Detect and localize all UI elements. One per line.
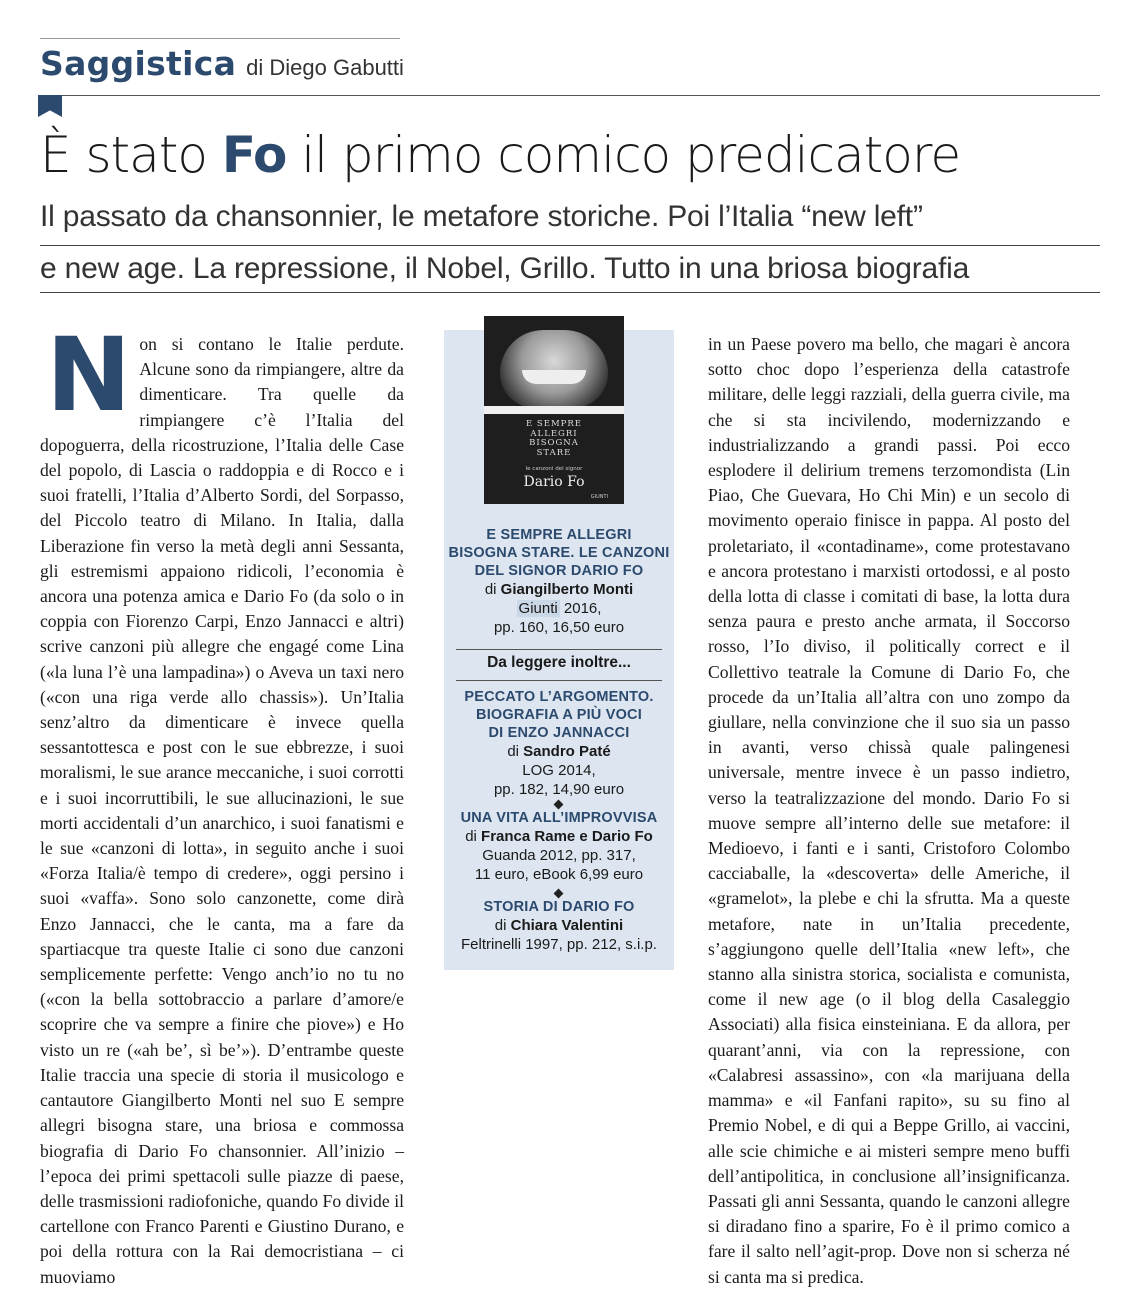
- book-publisher-line: [444, 599, 674, 618]
- sidebar-rule: [456, 680, 662, 681]
- book-details: 11 euro, eBook 6,99 euro: [474, 866, 644, 883]
- book-title-line: DI ENZO JANNACCI: [488, 725, 630, 741]
- headline-post: il primo comico predicatore: [286, 126, 961, 184]
- book-title-line: DEL SIGNOR DARIO FO: [474, 563, 644, 579]
- cover-name: Dario Fo: [523, 474, 585, 490]
- article-text-1: on si contano le Italie perdute. Alcune sono da rimpiangere, altre da dimenticare. Tra quelle da rimpiangere c’è l’Italia del dopoguerra, della ricostruzione, l’Italia delle Case del popolo, di Lascia o raddoppia e di Rocco e i suoi fratelli, l’Italia d’Alberto Sordi, del Sorpasso, del Piccolo teatro di Milano. In Italia, dalla Liberazione fin verso la metà degli anni Sessanta, gli estremismi appaiono ridicoli, l’economia è ancora una potenza amica e Dario Fo (da solo o in coppia con Fiorenzo Carpi, Enzo Jannacci e altri) scrive canzoni più allegre che engagé come Lina («la luna l’è una lampadina») o Aveva un taxi nero («con una riga verde allo chassis»). Un’Italia senz’altro da dimenticare è invece quella sessantottesca e post con le sue ebbrezze, i suoi moralismi, le sue arance meccaniche, i suoi corrotti e i suoi incorruttibili, le sue allucinazioni, le sue morti accidentali d’un anarchico, i suoi fanatismi e le sue «canzoni di lotta», in seguito anche i suoi «Forza Italia/è tempo di credere», oggi persino i suoi «vaffa». Sono solo canzonette, come dirà Enzo Jannacci, che le canta, ma a fare da spartiacque tra queste Italie ci sono due canzoni semplicemente perfette: Vengo anch’io no tu no («con la bella sottobraccio a parlare d’amore/e scoprire che va sempre a finire che piove») e Ho visto un re («ah be’, sì be’»). D’entrambe queste Italie traccia una specie di storia il musicologo e cantautore Giangilberto Monti nel suo E sempre allegri bisogna stare, una briosa e commossa biografia di Dario Fo chansonnier. All’inizio – l’epoca dei primi spettacoli sulle piazze di paese, delle trasmissioni radiofoniche, quando Fo divide il cartellone con Franco Parenti e Giustino Durano, e poi della rottura con la Rai democristiana – ci muoviamo: [40, 334, 404, 1287]
- book-details: LOG 2014,: [522, 762, 596, 779]
- cover-title-line: STARE: [536, 447, 572, 458]
- section-author: di Diego Gabutti: [246, 55, 404, 80]
- main-book-info: [444, 526, 674, 637]
- book-title-line: PECCATO L’ARGOMENTO.: [464, 689, 654, 705]
- book-author: Giangilberto Monti: [500, 581, 634, 598]
- book-year: 2016,: [559, 600, 602, 617]
- header-top-rule: [40, 38, 400, 39]
- bookmark-icon: [38, 95, 62, 117]
- more-reading-label: Da leggere inoltre...: [487, 654, 631, 671]
- book-title-line: BISOGNA STARE. LE CANZONI: [448, 545, 670, 561]
- book-title-line: BIOGRAFIA A PIÙ VOCI: [476, 707, 642, 723]
- book-author: Chiara Valentini: [510, 917, 624, 934]
- cover-title-line: BISOGNA: [529, 438, 579, 448]
- book-details: pp. 182, 14,90 euro: [493, 781, 625, 798]
- book-author-line: [444, 916, 674, 935]
- book-cover: [484, 316, 624, 504]
- cover-title-line: E SEMPRE: [526, 419, 582, 429]
- book-author: Franca Rame e Dario Fo: [481, 828, 653, 845]
- cover-subtitle: le canzoni del signor: [525, 466, 583, 472]
- book-title-line: UNA VITA ALL’IMPROVVISA: [460, 810, 658, 826]
- related-book-2: [444, 809, 674, 884]
- book-author-line: [444, 827, 674, 846]
- article-column-1: [40, 316, 404, 1290]
- book-details: pp. 160, 16,50 euro: [493, 619, 625, 636]
- by-label: di: [465, 828, 482, 845]
- book-author-line: [444, 742, 674, 761]
- cover-portrait: [500, 330, 608, 408]
- subhead-line-2: e new age. La repressione, il Nobel, Grillo. Tutto in una briosa biografia: [40, 252, 970, 285]
- cover-band: [484, 406, 624, 414]
- section-header: [40, 44, 404, 88]
- cover-title: [484, 420, 624, 458]
- book-details: Feltrinelli 1997, pp. 212, s.i.p.: [461, 936, 657, 953]
- book-author: Sandro Paté: [523, 743, 611, 760]
- by-label: di: [507, 743, 524, 760]
- related-book-3: [444, 898, 674, 954]
- subhead-line-1: Il passato da chansonnier, le metafore storiche. Poi l’Italia “new left”: [40, 200, 923, 233]
- headline-pre: È stato: [40, 126, 222, 184]
- section-name: Saggistica: [40, 44, 237, 83]
- by-label: di: [494, 917, 511, 934]
- book-publisher: Giunti: [518, 600, 558, 617]
- book-title-line: E SEMPRE ALLEGRI: [486, 527, 632, 543]
- article-text-2: in un Paese povero ma bello, che magari è ancora sotto choc dopo l’esperienza della catastrofe militare, delle leggi razziali, della guerra civile, ma che si sta incivilendo, modernizzando e industrializzando a grandi passi. Poi ecco esplodere il delirium tremens terzomondista (Lin Piao, Che Guevara, Ho Chi Min) e un secolo di movimento operaio finisce in pappa. Al posto del proletariato, il «contadiname», come protestavano e ancora protestano i marxisti ortodossi, e al posto della lotta di classe i comitati di base, la lotta dura senza paura e presto anche armata, il Soccorso rosso, l’Io diviso, il politically correct e il Collettivo teatrale la Comune di Dario Fo, che procede da un’Italia all’altra con uno zompo da giullare, nella convinzione che il suo sia un passo in avanti, verso chissà quale palingenesi universale, mentre invece è un passo indietro, verso la teatralizzazione del mondo. Dario Fo si muove sempre all’interno delle sue metafore: il Medioevo, i fanti e i santi, Cristoforo Colombo cacciaballe, la «descoverta» delle Americhe, il «gramelot», la plebe e chi la sfrutta. Ma a queste metafore, nate in un’Italia precedente, s’aggiungono quelle dell’Italia «new left», che stanno alla sinistra storica, socialista e comunista, come il new age (o il blog della Casaleggio Associati) alla fisica einsteiniana. E da allora, per quarant’anni, via con la repressione, con «Calabresi assassino», con «la marijuana della mamma» e «il Fanfani rapito», su su fino al Premio Nobel, e di qui a Beppe Grillo, ai vaccini, alle scie chimiche e ai misteri sempre meno buffi dell’antipolitica, in conclusione all’insignificanza. Passati gli anni Sessanta, quando le canzoni allegre si diradano fino a sparire, Fo è il primo comico a fare il salto nell’agit-prop. Dove non si scherza né si canta ma si predica.: [708, 334, 1070, 1287]
- sidebar-rule: [456, 649, 662, 650]
- book-author-line: [444, 580, 674, 599]
- book-title-line: STORIA DI DARIO FO: [483, 899, 635, 915]
- cover-title-line: ALLEGRI: [530, 428, 578, 439]
- by-label: di: [484, 581, 501, 598]
- related-book-1: [444, 688, 674, 799]
- cover-portrait-smile: [522, 370, 586, 384]
- article-column-3: [708, 332, 1070, 1290]
- subhead-rule-2: [40, 292, 1100, 293]
- header-rule: [40, 95, 1100, 96]
- subhead-rule-1: [40, 245, 1100, 246]
- cover-publisher: GIUNTI: [590, 494, 608, 500]
- headline-bold: Fo: [221, 126, 287, 184]
- book-details: Guanda 2012, pp. 317,: [482, 847, 636, 864]
- headline: [40, 126, 960, 184]
- drop-cap: N: [46, 316, 132, 435]
